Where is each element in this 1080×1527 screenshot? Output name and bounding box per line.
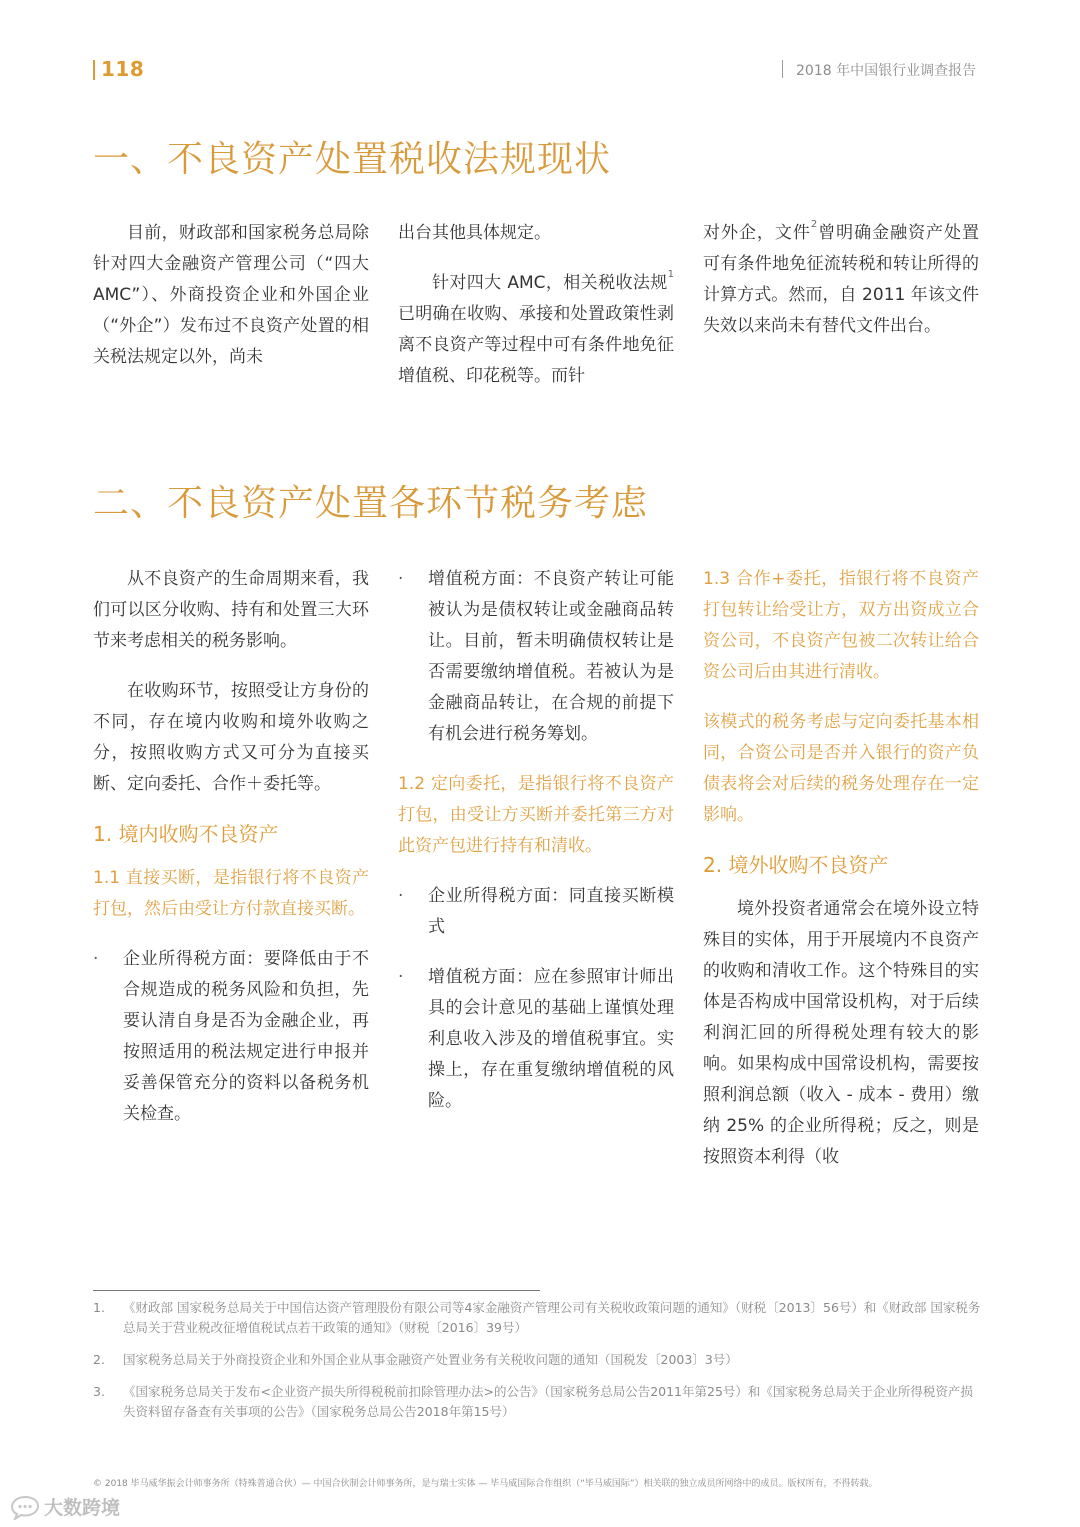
- paragraph: 境外投资者通常会在境外设立特殊目的实体，用于开展境内不良资产的收购和清收工作。这个特殊目的实体是否构成中国常设机构，对于后续利润汇回的所得税处理有较大的影响。如果构成中国常设机构，需要按照利润总额（收入 - 成本 - 费用）缴纳 25% 的企业所得税；反之，则是按照资本利得（收: [703, 899, 979, 1167]
- text-span: 曾明确金融资产处置可有条件地免征流转税和转让所得的计算方式。然而，自 2011 年该文件失效以来尚未有替代文件出台。: [703, 223, 980, 336]
- paragraph: 出台其他具体规定。: [398, 223, 551, 243]
- list-item: [93, 944, 369, 1130]
- section-1-column-3: [703, 218, 979, 361]
- list-item: [398, 962, 674, 1117]
- page-number: 118: [101, 57, 145, 81]
- text-span: 已明确在收购、承接和处置政策性剥离不良资产等过程中可有条件地免征增值税、印花税等。而针: [398, 304, 674, 386]
- footnote-text: 国家税务总局关于外商投资企业和外国企业从事金融资产处置业务有关税收问题的通知（国税发〔2003〕3号）: [123, 1352, 738, 1367]
- footnote-ref-2[interactable]: 2: [810, 219, 818, 230]
- paragraph: 目前，财政部和国家税务总局除针对四大金融资产管理公司（“四大 AMC”）、外商投资企业和外国企业（“外企”）发布过不良资产处置的相关税法规定以外，尚未: [93, 223, 369, 367]
- section-1-column-1: [93, 218, 369, 392]
- copyright-notice: © 2018 毕马威华振会计师事务所（特殊普通合伙）— 中国合伙制会计师事务所，是与瑞士实体 — 毕马威国际合作组织（“毕马威国际”）相关联的独立成员所网络中的成员。版权所有，不得转载。: [93, 1479, 878, 1489]
- bullet-icon: ·: [398, 569, 404, 589]
- text-span: 针对四大 AMC，相关税收法规: [432, 273, 668, 293]
- bullet-icon: ·: [93, 949, 99, 969]
- text-span: 对外企，文件: [703, 223, 811, 243]
- section-1-heading: 一、不良资产处置税收法规现状: [93, 139, 612, 180]
- watermark-text: 大数跨境: [44, 1497, 121, 1519]
- paragraph: 在收购环节，按照受让方身份的不同，存在境内收购和境外收购之分，按照收购方式又可分为直接买断、定向委托、合作＋委托等。: [93, 681, 369, 794]
- footnote-divider: [93, 1290, 540, 1291]
- footnote-number: 3.: [93, 1384, 105, 1399]
- footnote-number: 1.: [93, 1300, 105, 1315]
- footnote-item: [93, 1350, 983, 1370]
- footnote-item: [93, 1382, 983, 1422]
- chat-bubble-icon: [10, 1494, 40, 1520]
- section-2-column-3: [703, 564, 979, 1192]
- subsection-1-2: 1.2 定向委托，是指银行将不良资产打包，由受让方买断并委托第三方对此资产包进行持有和清收。: [398, 774, 674, 856]
- footnote-item: [93, 1298, 983, 1338]
- list-item: [398, 881, 674, 943]
- footnote-text: 《财政部 国家税务总局关于中国信达资产管理股份有限公司等4家金融资产管理公司有关税收政策问题的通知》（财税〔2013〕56号）和《财政部 国家税务总局关于营业税改征增值税试点若干政策的通知》（财税〔2016〕39号）: [123, 1300, 981, 1335]
- report-title: 2018 年中国银行业调查报告: [796, 63, 977, 79]
- watermark: [10, 1493, 120, 1520]
- section-2-heading: 二、不良资产处置各环节税务考虑: [93, 483, 649, 524]
- footnotes: [93, 1298, 983, 1434]
- bullet-icon: ·: [398, 886, 404, 906]
- bullet-text: 增值税方面：应在参照审计师出具的会计意见的基础上谨慎处理利息收入涉及的增值税事宜。实操上，存在重复缴纳增值税的风险。: [428, 967, 674, 1111]
- bullet-icon: ·: [398, 967, 404, 987]
- subheading-domestic-acquisition: 1. 境内收购不良资产: [93, 822, 279, 846]
- accent-paragraph: 该模式的税务考虑与定向委托基本相同，合资公司是否并入银行的资产负债表将会对后续的税务处理存在一定影响。: [703, 712, 979, 825]
- bullet-text: 增值税方面：不良资产转让可能被认为是债权转让或金融商品转让。目前，暂未明确债权转让是否需要缴纳增值税。若被认为是金融商品转让，在合规的前提下有机会进行税务筹划。: [428, 569, 674, 744]
- subsection-1-3: 1.3 合作+委托，指银行将不良资产打包转让给受让方，双方出资成立合资公司，不良资产包被二次转让给合资公司后由其进行清收。: [703, 569, 979, 682]
- list-item: [398, 564, 674, 750]
- paragraph: 从不良资产的生命周期来看，我们可以区分收购、持有和处置三大环节来考虑相关的税务影响。: [93, 569, 369, 651]
- bullet-text: 企业所得税方面：同直接买断模式: [428, 886, 674, 937]
- report-title-divider: [782, 60, 783, 78]
- subsection-1-1: 1.1 直接买断，是指银行将不良资产打包，然后由受让方付款直接买断。: [93, 868, 369, 919]
- footnote-ref-1[interactable]: 1: [667, 269, 674, 280]
- page-header: [0, 0, 1080, 100]
- footnote-number: 2.: [93, 1352, 105, 1367]
- paragraph: [703, 218, 979, 342]
- section-2-column-1: [93, 564, 369, 1149]
- subheading-overseas-acquisition: 2. 境外收购不良资产: [703, 853, 889, 877]
- section-2-column-2: [398, 564, 674, 1136]
- section-1-column-2: [398, 218, 674, 411]
- bullet-text: 企业所得税方面：要降低由于不合规造成的税务风险和负担，先要认清自身是否为金融企业，再按照适用的税法规定进行申报并妥善保管充分的资料以备税务机关检查。: [123, 949, 369, 1124]
- paragraph: [398, 268, 674, 392]
- page-number-divider: [93, 60, 95, 80]
- footnote-text: 《国家税务总局关于发布<企业资产损失所得税税前扣除管理办法>的公告》（国家税务总局公告2011年第25号）和《国家税务总局关于企业所得税资产损失资料留存备查有关事项的公告》（国家税务总局公告2018年第15号）: [123, 1384, 973, 1419]
